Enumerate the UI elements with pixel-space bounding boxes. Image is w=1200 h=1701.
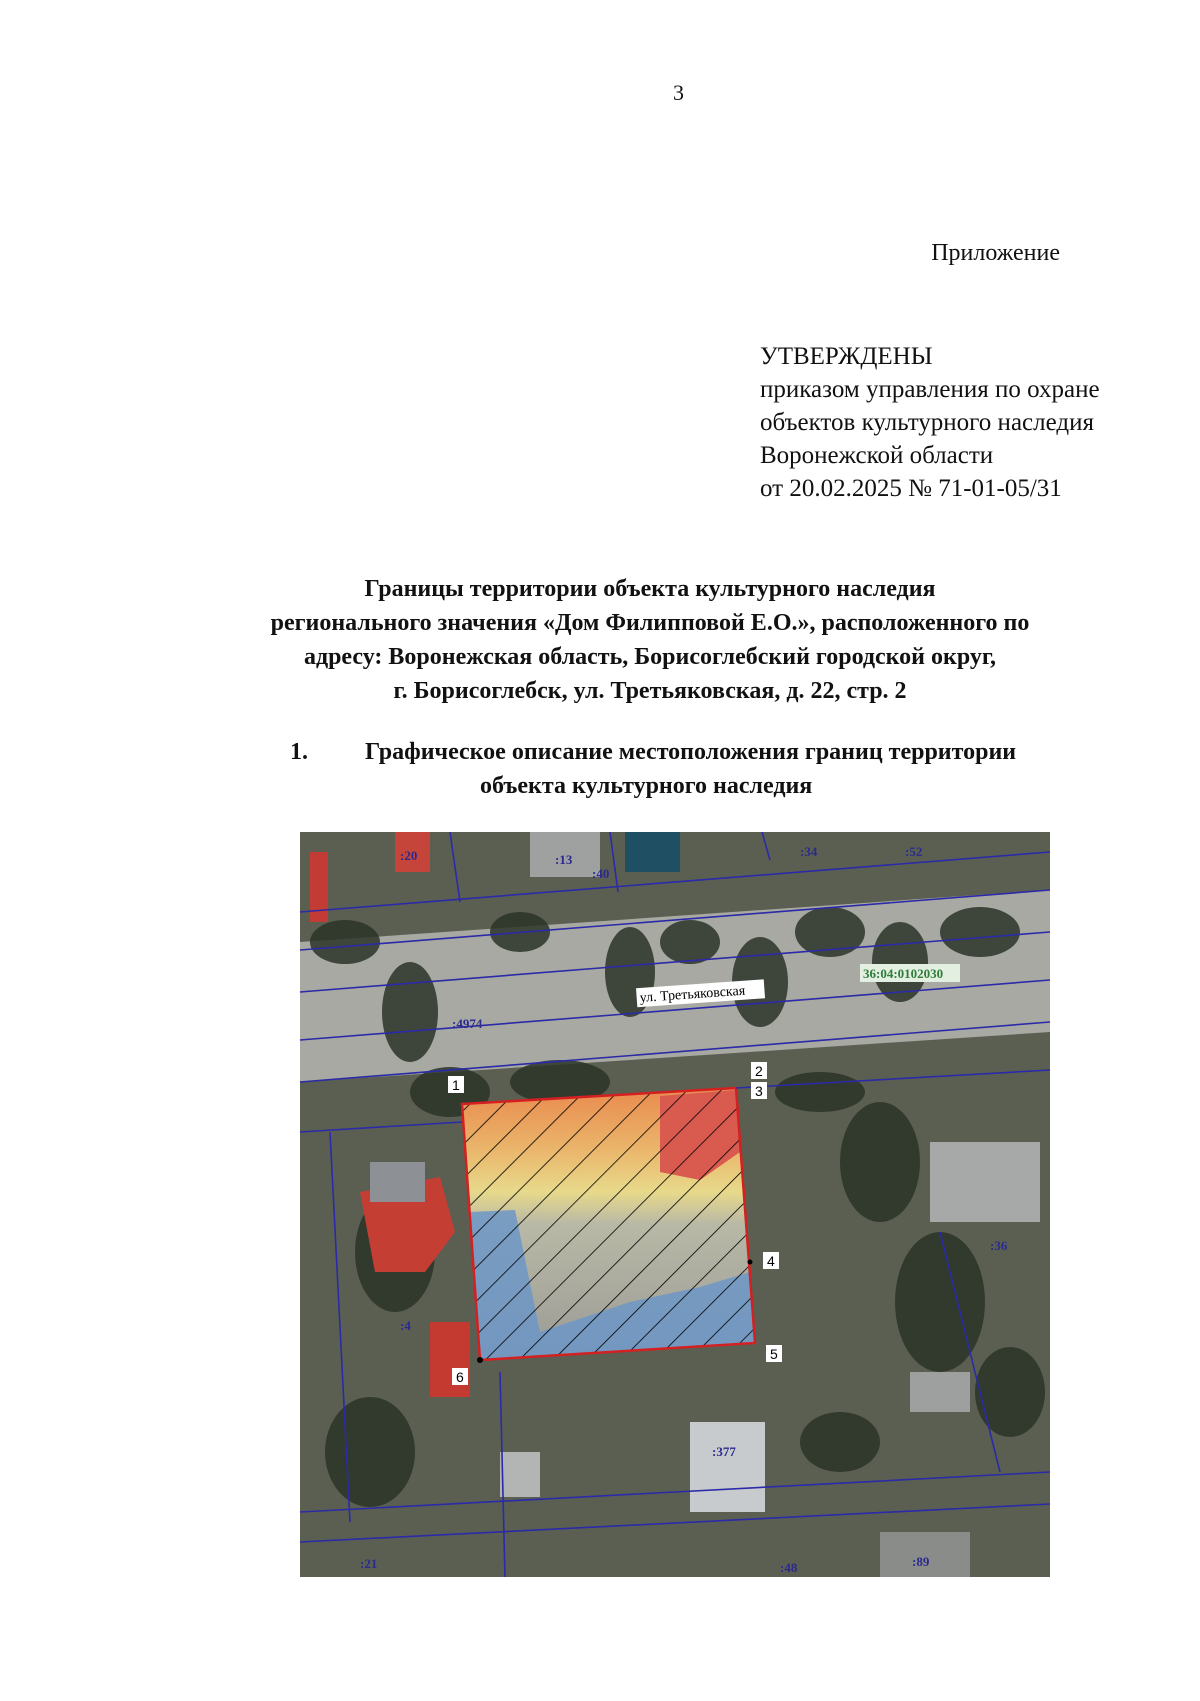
section-title-line: Графическое описание местоположения границ территории	[365, 739, 1017, 765]
point-dot	[477, 1357, 483, 1363]
section-number: 1.	[290, 739, 308, 765]
document-title	[150, 572, 1150, 708]
parcel-label: :34	[800, 844, 818, 859]
point-label: 6	[456, 1369, 464, 1385]
point-label: 1	[452, 1077, 460, 1093]
page-number: 3	[673, 80, 684, 105]
cadastral-block-label: 36:04:0102030	[863, 966, 944, 981]
object-territory-hatch	[462, 1088, 755, 1360]
approval-line: объектов культурного наследия	[760, 409, 1094, 436]
approval-date-number: от 20.02.2025 № 71-01-05/31	[760, 475, 1062, 502]
title-line: Границы территории объекта культурного наследия	[364, 576, 936, 602]
point-label: 4	[767, 1253, 775, 1269]
title-line: регионального значения «Дом Филипповой Е.О.», расположенного по	[270, 610, 1030, 636]
point-label: 2	[755, 1063, 763, 1079]
boundary-map	[300, 832, 1050, 1577]
point-dot	[748, 1260, 753, 1265]
parcel-label: :89	[912, 1554, 930, 1569]
appendix-label: Приложение	[931, 240, 1060, 266]
approval-heading: УТВЕРЖДЕНЫ	[760, 343, 933, 370]
parcel-label: :40	[592, 866, 610, 881]
title-line: г. Борисоглебск, ул. Третьяковская, д. 22, стр. 2	[393, 678, 907, 704]
parcel-label: :48	[780, 1560, 798, 1575]
parcel-label: :21	[360, 1556, 378, 1571]
parcel-label: :20	[400, 848, 418, 863]
point-label: 3	[755, 1083, 763, 1099]
parcel-label: :36	[990, 1238, 1008, 1253]
parcel-label: :52	[905, 844, 923, 859]
parcel-label: :13	[555, 852, 573, 867]
approval-line: приказом управления по охране	[760, 376, 1100, 403]
title-line: адресу: Воронежская область, Борисоглебский городской округ,	[303, 644, 997, 670]
approval-block	[760, 340, 1100, 505]
parcel-label: :4	[400, 1318, 411, 1333]
parcel-label: :377	[712, 1444, 736, 1459]
approval-line: Воронежской области	[760, 442, 994, 469]
street-label: ул. Третьяковская	[639, 983, 746, 1006]
parcel-label: :4974	[452, 1016, 483, 1031]
point-label: 5	[770, 1346, 778, 1362]
section-title-line: объекта культурного наследия	[480, 773, 813, 799]
